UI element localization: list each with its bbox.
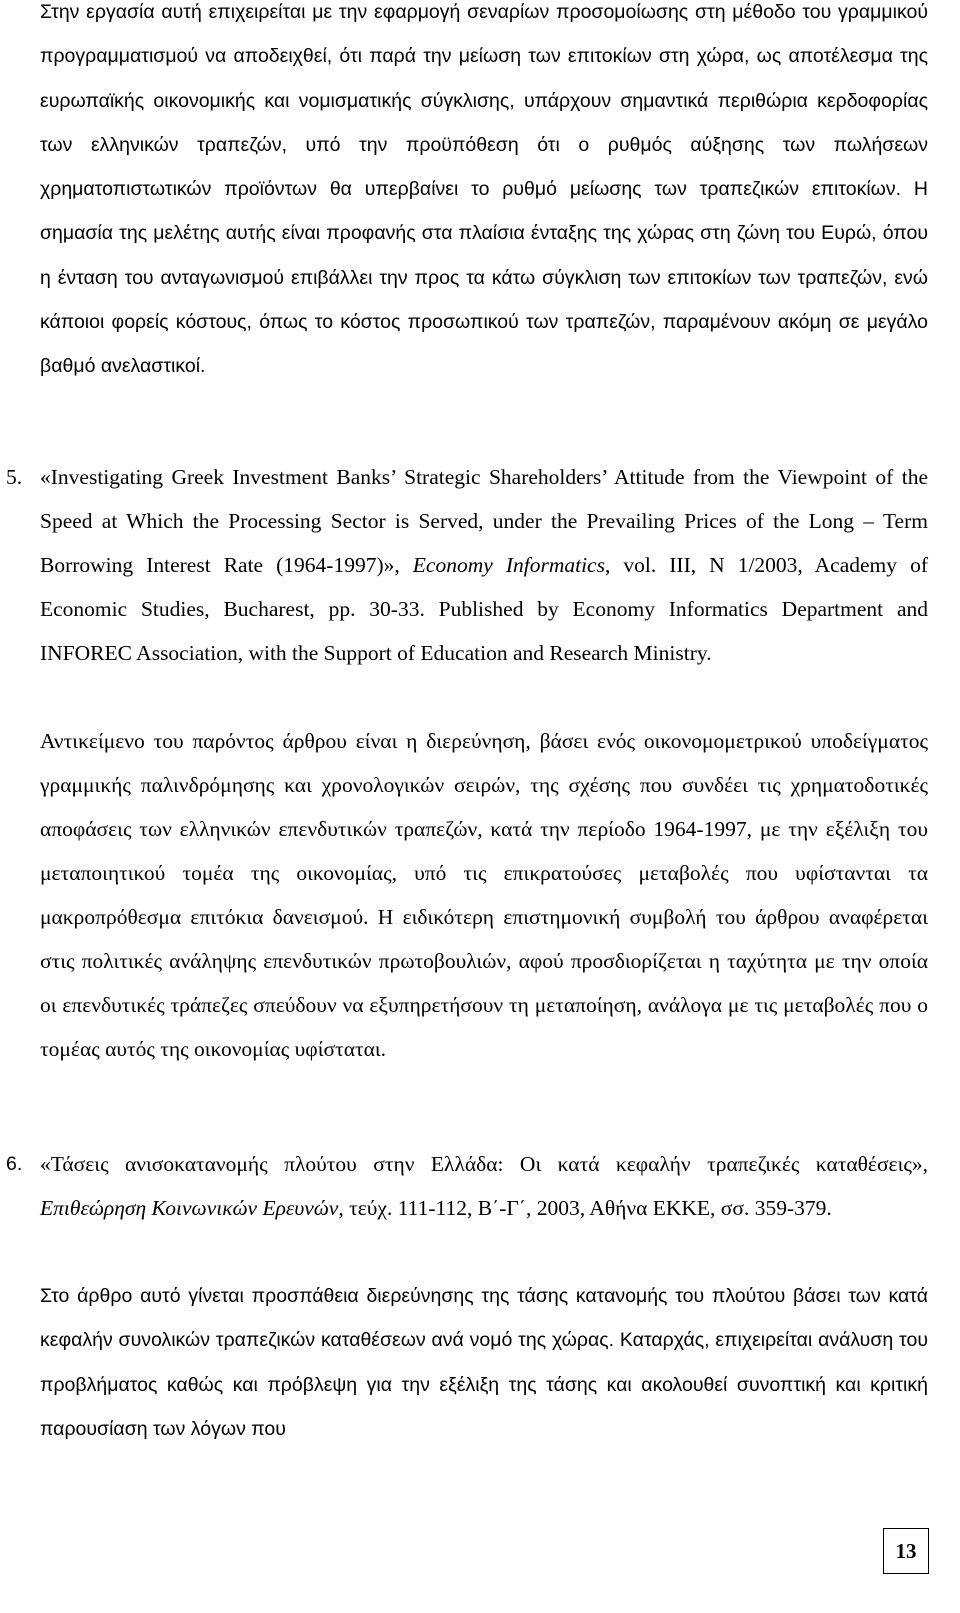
entry-5-citation-block	[40, 455, 928, 675]
entry-5-citation-details: , vol. III, N 1/2003, Academy of Economic Studies, Bucharest, pp. 30-33. Published by Economy Informatics Department and INFOREC Association, with the Support of Education and Research Ministry.	[40, 553, 928, 665]
entry-5-abstract: Αντικείμενο του παρόντος άρθρου είναι η διερεύνηση, βάσει ενός οικονομομετρικού υποδείγματος γραμμικής παλινδρόμησης και χρονολογικών σειρών, της σχέσης που συνδέει τις χρηματοδοτικές αποφάσεις των ελληνικών επενδυτικών τραπεζών, κατά την περίοδο 1964-1997, με την εξέλιξη του μεταποιητικού τομέα της οικονομίας, υπό τις επικρατούσες μεταβολές που υφίστανται τα μακροπρόθεσμα επιτόκια δανεισμού. Η ειδικότερη επιστημονική συμβολή του άρθρου αναφέρεται στις πολιτικές ανάληψης επενδυτικών πρωτοβουλιών, αφού προσδιορίζεται η ταχύτητα με την οποία οι επενδυτικές τράπεζες σπεύδουν να εξυπηρετήσουν τη μεταποίηση, ανάλογα με τις μεταβολές που ο τομέας αυτός της οικονομίας υφίσταται.	[40, 729, 928, 1061]
entry-6-number: 6.	[6, 1153, 23, 1175]
entry-6-abstract-block	[40, 1274, 928, 1451]
entry-6-citation	[40, 1142, 928, 1230]
entry-5-abstract-block	[40, 719, 928, 1071]
intro-paragraph-block	[40, 0, 928, 389]
entry-5-journal: Economy Informatics	[412, 553, 605, 577]
entry-5-number: 5.	[6, 465, 23, 489]
entry-5-citation	[40, 455, 928, 675]
entry-6-citation-details: , τεύχ. 111-112, Β΄-Γ΄, 2003, Αθήνα ΕΚΚΕ, σσ. 359-379.	[338, 1196, 832, 1220]
page-number: 13	[883, 1528, 929, 1574]
entry-6-journal: Επιθεώρηση Κοινωνικών Ερευνών	[40, 1196, 339, 1220]
entry-6-citation-title: «Τάσεις ανισοκατανομής πλούτου στην Ελλάδα: Οι κατά κεφαλήν τραπεζικές καταθέσεις»,	[40, 1152, 928, 1176]
entry-5-citation-title: «Investigating Greek Investment Banks’ Strategic Shareholders’ Attitude from the Viewpoint of the Speed at Which the Processing Sector is Served, under the Prevailing Prices of the Long – Term Borrowing Interest Rate (1964-1997)»,	[40, 465, 928, 577]
entry-6-abstract: Στο άρθρο αυτό γίνεται προσπάθεια διερεύνησης της τάσης κατανομής του πλούτου βάσει των κατά κεφαλήν συνολικών τραπεζικών καταθέσεων ανά νομό της χώρας. Καταρχάς, επιχειρείται ανάλυση του προβλήματος καθώς και πρόβλεψη για την εξέλιξη της τάσης και ακολουθεί συνοπτική και κριτική παρουσίαση των λόγων που	[40, 1285, 928, 1440]
entry-6-citation-block	[40, 1142, 928, 1230]
intro-paragraph: Στην εργασία αυτή επιχειρείται με την εφαρμογή σεναρίων προσομοίωσης στη μέθοδο του γραμμικού προγραμματισμού να αποδειχθεί, ότι παρά την μείωση των επιτοκίων στη χώρα, ως αποτέλεσμα της ευρωπαϊκής οικονομικής και νομισματικής σύγκλισης, υπάρχουν σημαντικά περιθώρια κερδοφορίας των ελληνικών τραπεζών, υπό την προϋπόθεση ότι ο ρυθμός αύξησης των πωλήσεων χρηματοπιστωτικών προϊόντων θα υπερβαίνει το ρυθμό μείωσης των τραπεζικών επιτοκίων. Η σημασία της μελέτης αυτής είναι προφανής στα πλαίσια ένταξης της χώρας στη ζώνη του Ευρώ, όπου η ένταση του ανταγωνισμού επιβάλλει την προς τα κάτω σύγκλιση των επιτοκίων των τραπεζών, ενώ κάποιοι φορείς κόστους, όπως το κόστος προσωπικού των τραπεζών, παραμένουν ακόμη σε μεγάλο βαθμό ανελαστικοί.	[40, 1, 928, 378]
